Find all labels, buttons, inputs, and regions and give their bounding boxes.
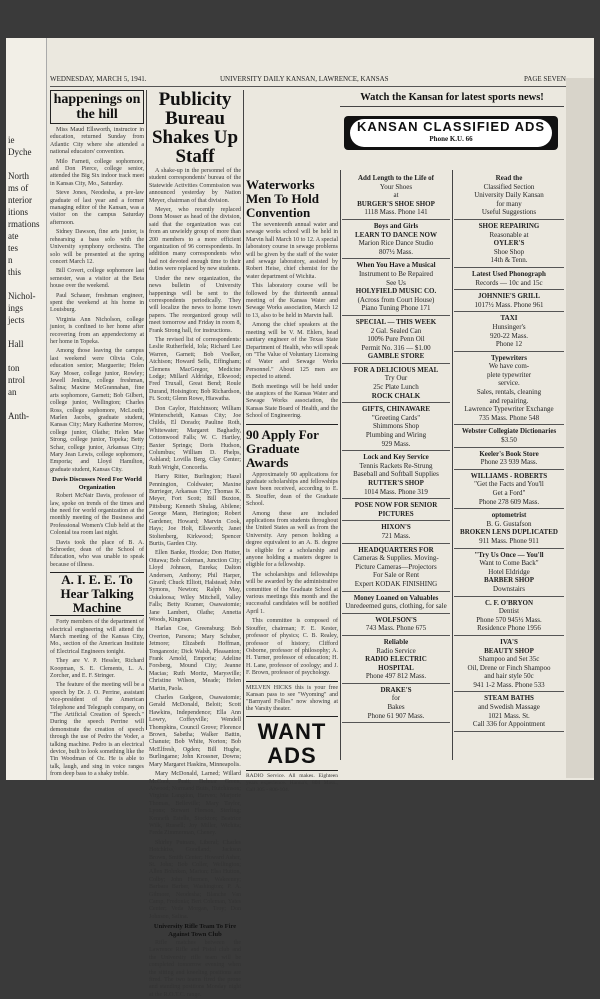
ad-line: Hotel Eldridge — [488, 567, 530, 576]
ad-line: Phone 12 — [495, 340, 523, 349]
advertisement — [342, 172, 450, 220]
article-paragraph: Bill Covert, college sophomore last semester, was a visitor at the Beta house over the weekend. — [50, 268, 144, 290]
advertisement — [454, 220, 564, 268]
ad-line: Piano Tuning Phone 171 — [361, 304, 431, 313]
ad-line: ROCK CHALK — [371, 391, 421, 400]
advertisement — [454, 448, 564, 470]
ad-line: HEADQUARTERS FOR — [358, 545, 434, 554]
ad-line: 1118 Mass. Phone 141 — [364, 208, 428, 217]
aiee-paragraphs — [50, 619, 144, 779]
advertisement — [342, 364, 450, 403]
ad-line: WOLFSON'S — [375, 615, 417, 624]
ad-line: TAXI — [500, 314, 518, 323]
advertisement — [342, 614, 450, 636]
ad-line: Tennis Rackets Re-Strung — [359, 461, 433, 470]
ad-line: IVA'S — [500, 637, 518, 646]
advertisement — [454, 172, 564, 220]
ad-line: Boys and Girls — [373, 221, 419, 230]
ad-line: Phone 61 907 Mass. — [367, 711, 425, 720]
article-paragraph: Charles Gudgeon, Osawatomie; Gerald McDonald, Beloit; Scott Hawkins, Independence; Ella Ann Lowry, Coffeyville; Wendell Thompkins, Council Grove; Florence Brown, Sabetha; Walker Battin, Chanute; Bob White, Norton; Bob McElfresh, Ogden; Bill Hughe, Burlingame; John Krossner, Downs; Mary Margaret Haskins, Minneapolis. — [149, 695, 241, 768]
article-paragraph: Under the new organization, the news bulletin of University happenings will be sent to the correspondents periodically. They will localize the news to home town papers. The reorganized group will meet tomorrow and Friday in room 8, Frank Strong hall, for instructions. — [149, 275, 241, 334]
article-paragraph: Mary McDonald, Larned; Willard McCool, Pratt; Delmar Green, Atwood; Normand Butts, Hutchinson; Virginia Langdon, Harveo; Marjorie Thomas, Belleville; Mary Taylor, Lyons; Stewart Fleeson, Sterling; Kenneth Estelle, Stockton; Beatrice Wilk, Russell; Joy Miller, Wichita; Freda Zimmerman, Cheney. — [149, 771, 241, 837]
ad-line: RADIO ELECTRIC — [365, 655, 427, 664]
article-paragraph: Robert McNair Davis, professor of law, spoke on trends of the times and the need for world organization at the monthly meeting of the Business and Professional Women's Club held at the Colonial tea room last night. — [50, 493, 144, 537]
advertisement — [454, 268, 564, 290]
masthead-date: WEDNESDAY, MARCH 5, 1941. — [50, 75, 147, 83]
ad-line: Residence Phone 1956 — [477, 624, 541, 633]
ad-line: Phone 570 945½ Mass. — [476, 615, 542, 624]
rifle-subhead: University Rifle Team To Fire Against Town Club — [153, 923, 237, 938]
edge-text-fragment: ings — [8, 303, 24, 313]
ad-line: University Daily Kansan — [474, 191, 544, 200]
ad-line: "Try Us Once — You'll — [474, 550, 544, 559]
ad-line: Classified Section — [483, 182, 535, 191]
ad-line: 941 1-2 Mass. Phone 533 — [473, 680, 545, 689]
edge-text-fragment: itions — [8, 207, 29, 217]
advertisement — [454, 636, 564, 693]
ad-line: Baseball and Softball Supplies — [353, 470, 439, 479]
article-paragraph: Among those leaving the campus last weekend were Olivia Cole, education senior; Marguerite; Helen Kay Moser, college junior, Rowley; Jewell Jenkins, college freshman, Salina; Maxine McGrannahan, fine arts sophomore, Garnett; Bob Gilbert, college junior, Wellington; Charles Ross, college sophomore, McLouth; Marlen Jacobs, graduate student, Kansas City; Mary Katherine Morrow, college junior, Olathe; Helen Mae Strong, college junior, Topeka; Betty Schar, college junior, Arkansas City; Mary Jean Lewis, college sophomore, Emporia; and Lloyd Hamilton, graduate student, Kansas City. — [50, 348, 144, 473]
happenings-paragraphs — [50, 127, 144, 474]
advertisement — [454, 425, 564, 447]
left-page-edge — [6, 38, 47, 780]
advertisement — [342, 684, 450, 723]
classified-phone: Phone K.U. 66 — [429, 135, 473, 143]
article-paragraph: Forty members of the department of electrical engineering will attend the March meeting of the Kansas City, Mo., section of the American Institute of Electrical Engineers tonight. — [50, 619, 144, 655]
edge-text-fragment: ton — [8, 363, 20, 373]
edge-text-fragment: nterior — [8, 195, 32, 205]
masthead-page: PAGE SEVEN — [524, 75, 566, 83]
ad-line: 920-22 Mass. — [489, 331, 529, 340]
ad-line: 14th & Tenn. — [490, 256, 528, 265]
ad-line: Downstairs — [493, 584, 525, 593]
ad-line: 807½ Mass. — [378, 247, 414, 256]
ad-line: Reliable — [383, 637, 409, 646]
ad-line: PICTURES — [378, 509, 414, 518]
ad-line: Want to Come Back" — [479, 559, 539, 568]
ad-line: Dentist — [498, 607, 520, 616]
ad-line: Get a Ford" — [492, 489, 526, 497]
ad-line: 1014 Mass. Phone 319 — [364, 487, 428, 496]
ad-line: Sales, rentals, cleaning — [476, 388, 542, 397]
ad-line: 929 Mass. — [381, 439, 411, 448]
edge-text-fragment: ate — [8, 231, 19, 241]
happenings-header — [50, 90, 144, 124]
ad-line: GAMBLE STORE — [367, 352, 425, 361]
article-paragraph: This laboratory course will be followed by the thirteenth annual meeting of the Kansas Water and Sewage Works association, March 12 to 13, also to be held in Marvin hall. — [246, 283, 338, 319]
advertisement — [342, 220, 450, 259]
varsity-notice: MELVEN HICKS this is your free Kansan pass to see "Wyoming" and "Barnyard Follies" now showing at the Varsity theater. — [246, 684, 338, 713]
ad-line: Oil, Drene or Finch Shampoo — [467, 663, 551, 672]
advertisement — [342, 499, 450, 521]
page-right-margin — [566, 78, 594, 778]
ad-line: Call 336 for Appointment — [472, 720, 546, 729]
article-paragraph: Davis took the place of B. A. Schroeder, dean of the School of Education, who was unable to speak because of illness. — [50, 539, 144, 568]
article-paragraph: The seventeenth annual water and sewage works school will be held in Marvin hall March 10 to 12. A special laboratory course in sewage problems will be given by the staff of the water and sewage laboratory, assisted by Robert Heise, chief chemist for the water department of Wichita. — [246, 222, 338, 280]
ad-line: Cameras & Supplies. Moving- — [353, 554, 439, 563]
ad-line: optometrist — [491, 511, 527, 520]
ad-line: Permit No. 316 — $1.00 — [361, 343, 431, 352]
ad-line: 1021 Mass. St. — [488, 711, 530, 720]
publicity-paragraphs — [149, 168, 241, 921]
ad-line: and repairing. — [489, 396, 529, 405]
article-paragraph: They are V. P. Hessler, Richard Koopman, S. E. Clements, L. A. Zorcher, and E. F. Stringer. — [50, 658, 144, 679]
ad-line: Phone 497 812 Mass. — [365, 672, 427, 681]
edge-text-fragment: jects — [8, 315, 25, 325]
ad-line: for many — [496, 199, 522, 208]
advertisement — [342, 451, 450, 499]
article-paragraph: The scholarships and fellowships will be awarded by the administrative committee of the Graduate School at various meetings this month and the successful candidates will be notified April 1. — [246, 571, 338, 615]
newspaper-page — [6, 38, 594, 998]
ad-line: We have com- — [488, 362, 530, 371]
advertisement — [454, 597, 564, 636]
edge-text-fragment: this — [8, 267, 22, 277]
ad-line: (Across from Court House) — [357, 295, 435, 304]
article-paragraph: Virginia Ann Nicholson, college junior, is confined to her home after recovering from an appendectomy at her home in Topeka. — [50, 316, 144, 345]
ad-line: SHOE REPAIRING — [478, 221, 540, 230]
ad-line: 25c Plate Lunch — [373, 383, 419, 392]
ad-line: Your Shoes — [379, 182, 413, 191]
ad-line: Unredeemed guns, clothing, for sale — [345, 602, 447, 611]
advertisement — [342, 544, 450, 592]
graduate-headline: 90 Apply For Graduate Awards — [246, 426, 319, 470]
advertisement — [342, 592, 450, 614]
ad-line: Records — 10c and 15c — [475, 278, 543, 287]
ad-line: for — [391, 694, 401, 703]
ad-line: 721 Mass. — [381, 531, 411, 540]
graduate-paragraphs — [246, 472, 338, 678]
ad-line: "Get the Facts and You'll — [474, 480, 544, 489]
article-paragraph: Milo Farneti, college sophomore, and Don Pierce, college senior, attended the Big Six indoor track meet in Kansas City, Mo., Saturday. — [50, 158, 144, 187]
column-1 — [50, 90, 144, 778]
advertisement — [454, 549, 564, 597]
article-paragraph: Approximately 90 applications for graduate scholarships and fellowships have been received, according to E. B. Stouffer, dean of the Graduate School. — [246, 471, 338, 508]
want-ads-headline: WANT ADS — [257, 719, 327, 769]
edge-text-fragment: Anth- — [8, 411, 29, 421]
article-paragraph: Ellen Banke, Hoxkie; Don Hutter, Ottawa; Bob Coleman, Junction City; Lloyd Johnson, Eureka; Dalton Andersen, Anthony; Phil Harper, Girard; Chuck Elliott, Halstead; John Symons, Newton; Ralph May, Oskaloosa; Wiley Mitchell, Valley Falls; Betty Kramer, Osawatomie; Jane Lambert, Olathe; Annetta Woods, Kingman. — [149, 550, 241, 623]
ad-line: Money Loaned on Valuables — [353, 593, 439, 602]
advertisement — [454, 470, 564, 509]
ad-line: C. F. O'BRYON — [484, 598, 534, 607]
classified-banner — [344, 116, 558, 150]
ad-line: BURGER'S SHOE SHOP — [357, 199, 435, 208]
ad-line: Marion Rice Dance Studio — [358, 239, 434, 248]
ad-line: and hair style 50c — [484, 672, 534, 681]
edge-text-fragment: Hall — [8, 339, 24, 349]
ad-line: Webster Collegiate Dictionaries — [461, 427, 557, 436]
article-paragraph: A shake-up in the personnel of the student correspondents' bureau of the Statewide Activities Commission was announced yesterday by Nation Meyer, chairman of that division. — [149, 168, 241, 204]
ad-line: 100% Pure Penn Oil — [367, 335, 425, 344]
ad-line: at — [393, 191, 399, 200]
ad-line: Hunsinger's — [492, 322, 526, 331]
ad-line: B. G. Gustafson — [486, 519, 532, 528]
ad-line: Latest Used Phonograph — [472, 269, 546, 278]
ad-line: WILLIAMS - ROBERTS — [470, 471, 548, 480]
edge-text-fragment: n — [8, 255, 13, 265]
article-paragraph: Among these are included applications from students throughout the United States as well as from the University. Any person holding a degree equivalent to an A. B. degree is eligible for a scholarship and anyone holding a masters degree is eligible for a fellowship. — [246, 510, 338, 569]
ad-line: 735 Mass. Phone 548 — [478, 413, 540, 422]
ad-line: Lawrence Typewriter Exchange — [464, 405, 554, 414]
ad-line: Useful Suggestions — [481, 208, 537, 217]
ad-line: Reasonable at — [489, 230, 529, 239]
ad-line: HIXON'S — [381, 523, 411, 532]
ad-line: Shampoo and Set 35c — [478, 655, 540, 664]
article-paragraph: Among the chief speakers at the meeting will be V. M. Ehlers, head sanitary engineer of the Texas State Department of Health, who will speak on "The Value of Voluntary Licensing of Water and Sewage Works Personnel." About 125 men are expected to attend. — [246, 322, 338, 381]
advertisement — [342, 521, 450, 543]
ad-line: STEAM BATHS — [484, 694, 534, 703]
advertisement — [342, 259, 450, 316]
ad-line: LEARN TO DANCE NOW — [354, 230, 437, 239]
ad-line: Expert KODAK FINISHING — [354, 579, 438, 588]
article-paragraph: Harlan Coe, Greensburg; Bob Overton, Parsons; Mary Schuber, Jetmore; Elizabeth Hoffman, Tonganoxie; Dick Walsh, Pleasanton; Frank Arnold, Emporia; Adeline Forsberg, Mound City; Jeanne Macias; Ruth Moritz, Marysville; Christine Wilson, Meade; Helen Martin, Paola. — [149, 626, 241, 692]
ad-line: Bakes — [387, 703, 405, 712]
ad-line: Phone 23 939 Mass. — [480, 458, 538, 467]
ad-line: service. — [498, 379, 520, 388]
ad-line: HOSPITAL — [378, 663, 414, 672]
ad-line: BEAUTY SHOP — [484, 646, 534, 655]
ad-line: $3.50 — [501, 436, 517, 445]
ad-line: JOHNNIE'S GRILL — [477, 292, 541, 301]
advertisement — [454, 692, 564, 731]
edge-text-fragment: ie — [8, 135, 15, 145]
article-paragraph: Miss Maud Ellsworth, instructor in education, returned Sunday from Atlantic City where she attended a national educators' convention. — [50, 127, 144, 156]
ads-column-right — [454, 172, 564, 776]
ad-line: Shimmons Shop — [372, 422, 420, 431]
ad-line: For Sale or Rent — [372, 571, 420, 580]
edge-text-fragment: Nichol- — [8, 291, 36, 301]
advertisement — [454, 290, 564, 312]
edge-text-fragment: Dyche — [8, 147, 32, 157]
ad-line: Read the — [495, 174, 523, 182]
waterworks-paragraphs — [246, 222, 338, 421]
article-paragraph: Sidney Dawson, fine arts junior, is rehearsing a bass solo with the University symphony orchestra. The solo will be presented at the spring concert March 12. — [50, 229, 144, 265]
ad-line: Typewriters — [490, 353, 528, 362]
ad-line: When You Have a Musical — [356, 261, 436, 270]
davis-paragraphs — [50, 493, 144, 569]
ad-line: Picture Cameras—Projectors — [355, 562, 437, 571]
ad-line: Keeler's Book Store — [479, 449, 539, 458]
article-paragraph: Both meetings will be held under the auspices of the Kansas Water and Sewage Works association, the Kansas State Board of Health, and the School of Engineering. — [246, 383, 338, 420]
article-paragraph: Steve Jones, Neodesha, a pre-law graduate of last year and a former managing editor of the Kansan, was a visitor on the campus Saturday afternoon. — [50, 190, 144, 226]
article-paragraph: The revised list of correspondents: Leslie Rutherfield, Iola; Richard Lee Warren, Garnett; Bob Voelker, Atchison; Howard Sells, Effingham; Clemens MacGregor, Medicine Lodge; Millard Aldridge, Elkwood; Fred Truxall, Great Bend; Roule Durand, Hoisington; Bob Richardson, Ft. Scott; Glenn Rowe, Hiawatha. — [149, 336, 241, 403]
edge-text-fragment: an — [8, 387, 17, 397]
ad-line: SPECIAL — THIS WEEK — [355, 317, 437, 326]
advertisement — [342, 403, 450, 451]
ad-line: "Greeting Cards" — [371, 413, 421, 422]
edge-text-fragment: ntrol — [8, 375, 25, 385]
column-2 — [149, 89, 241, 998]
edge-text-fragment: tes — [8, 243, 18, 253]
edge-text-fragment: North — [8, 171, 29, 181]
ad-line: OYLER'S — [493, 239, 525, 248]
article-paragraph: Meyer, who recently replaced Donn Mosser as head of the division, said that the organization was cut from an unwieldy group of more than 200 members to a more efficient organization of 96 correspondents. In addition many correspondents who had not devoted enough time to their duties were replaced by new students. — [149, 207, 241, 273]
ad-line: GIFTS, CHINAWARE — [361, 405, 431, 414]
ad-line: BROKEN LENS DUPLICATED — [460, 528, 558, 537]
ads-column-left — [342, 172, 450, 776]
advertisement — [454, 509, 564, 548]
advertisement — [454, 352, 564, 426]
ad-line: 2 Gal. Sealed Can — [370, 326, 422, 335]
ad-line: See Us — [386, 278, 406, 287]
aiee-headline: A. I. E. E. To Hear Talking Machine — [60, 572, 134, 616]
rifle-paragraphs — [149, 940, 241, 999]
ad-line: RUTTER'S SHOP — [368, 479, 424, 487]
ad-line: 911 Mass. Phone 911 — [479, 536, 539, 545]
article-paragraph: Don Caylor, Hutchinson; William Winterscheidt, Kansas City; Joe Childs, El Dorado; Pauline Roth, Whitewater; Margaret Baghadiy, Cottonwood Falls; W. C. Hartley, Baxter Springs; Doris Hudson, Columbus; William D. Phelps, Ashland; Lovilla Berg, Clay Center; Ruth Wright, Concordia. — [149, 405, 241, 471]
article-paragraph: Shirley Putnam, Liberal; Charles Hotchkiss, Goodland; Jackson Brown, Smith Center; Howard Asher, St. John; Bob Coller, Wellington; Allen Bohnken, Marion; Elsa Hutton, Colby; John Flermen, Wakeeney; Barbara Barber, Washington; P. A. Gilmore, Neodesha; Blanche Van Camp, Fredonia; Bert Coleman, Yates Center; Veda Morgan, Troy; Don Johnson, Salina. — [149, 839, 241, 920]
ad-line: and Swedish Massage — [478, 703, 540, 712]
edge-text-fragment: ms of — [8, 183, 29, 193]
publicity-headline: Publicity Bureau Shakes Up Staff — [151, 89, 239, 167]
column-3 — [246, 177, 338, 794]
ad-line: Plumbing and Wiring — [365, 431, 427, 440]
advertisement — [454, 312, 564, 351]
edge-text-fragment: rmations — [8, 219, 40, 229]
ad-line: Try Our — [384, 374, 408, 383]
masthead-title: UNIVERSITY DAILY KANSAN, LAWRENCE, KANSAS — [220, 75, 389, 83]
ad-line: Phone 278 609 Mass. — [478, 497, 540, 506]
want-ads-text: RADIO Service. All makes. Eighteen years experience. Hanna's, 804 Mass., Call 305 - 806-104. — [246, 773, 338, 794]
ad-line: DRAKE'S — [380, 685, 412, 694]
ad-line: Add Length to the Life of — [357, 174, 435, 182]
ad-line: FOR A DELICIOUS MEAL — [353, 365, 439, 374]
article-paragraph: This committee is composed of Stouffer, chairman; F. E. Kester, professor of physics; C. B. Realey, professor of history; Clifford Osborne, professor of philosophy; A. H. Turner, professor of education; H. H. Lane, professor of zoology; and J. F. Brown, professor of psychology. — [246, 618, 338, 677]
happenings-headline: happenings on the hill — [53, 92, 141, 122]
ad-line: Radio Service — [376, 646, 416, 655]
article-paragraph: Harry Ritter, Burlington; Hazel Pennington, Coldwater; Maxine Burrieger, Arkansas City; Thomas K. Meyer, Fort Scott; Bill Buxton, Pittsburg; Kenneth Shulag, Abilene; George Mann, Herington; Robert Gardener, Howard; Marvin Cook, Hays; Joe Holt, Ellsworth; Janet Stoltenberg, Kirkwood; Spencer Burtis, Garden City. — [149, 474, 241, 547]
sports-banner: Watch the Kansan for latest sports news! — [340, 90, 564, 107]
article-paragraph: Rifle matches between the Lawrence Rifle and Pistol club and the University rifle team will be completed tomorrow evening when the sitting and kneeling positions are fired. The two teams fired the prone and standing positions Monday night at the R.O.T.C. range. — [149, 940, 241, 998]
ad-line: Instrument to Be Repaired — [358, 269, 434, 278]
advertisement — [342, 316, 450, 364]
ad-line: POSE NOW FOR SENIOR — [354, 501, 438, 510]
ad-line: 1017½ Mass. Phone 961 — [474, 300, 544, 309]
advertisement — [342, 636, 450, 684]
article-paragraph: Paul Schauer, freshman engineer, spent the weekend at his home in Louisburg. — [50, 292, 144, 314]
ad-line: 743 Mass. Phone 675 — [365, 624, 427, 633]
waterworks-headline: Waterworks Men To Hold Convention — [246, 177, 319, 220]
classified-title: KANSAN CLASSIFIED ADS — [356, 119, 546, 134]
ad-line: Lock and Key Service — [363, 453, 429, 462]
ad-line: Shoe Shop — [493, 247, 525, 256]
ad-line: HOLYFIELD MUSIC CO. — [355, 287, 437, 296]
ad-line: BARBER SHOP — [484, 576, 534, 585]
masthead — [50, 74, 566, 87]
davis-subhead: Davis Discusses Need For World Organization — [52, 476, 142, 491]
article-paragraph: The feature of the meeting will be a speech by Dr. J. O. Perrine, assistant vice-president of the American Telephone and Telegraph company, on "The Artificial Creation of Speech." During the speech Perrine will demonstrate the creation of speech through the use of Pedro the Voder, a talking machine. Pedro is an electrical device, built to look something like the Tin Woodman of Oz. He is able to talk, laugh, and sing in voice ranges from deep bass to a shaky treble. — [50, 682, 144, 778]
ad-line: plete typewriter — [486, 370, 532, 379]
